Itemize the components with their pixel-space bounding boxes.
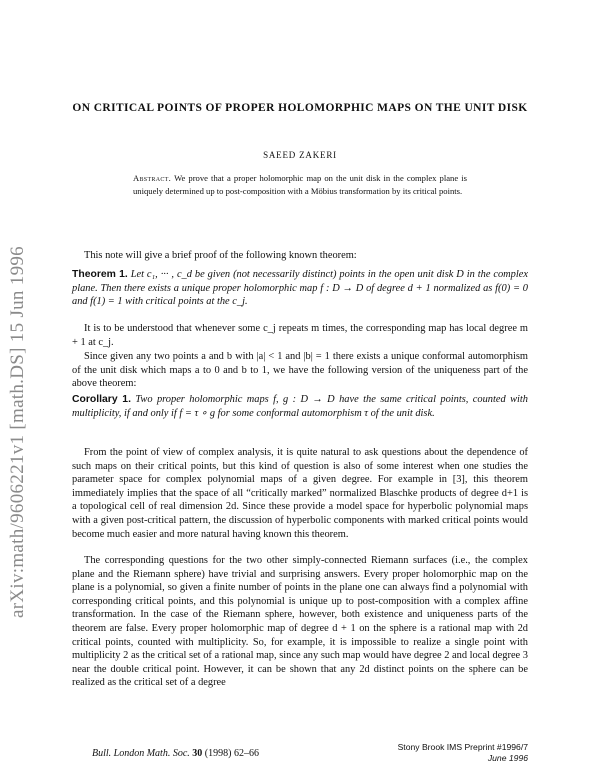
intro-text: This note will give a brief proof of the following known theorem: [84, 250, 357, 261]
theorem-1 [72, 268, 528, 309]
journal-name: Bull. London Math. Soc. [92, 748, 190, 759]
paper-title: ON CRITICAL POINTS OF PROPER HOLOMORPHIC MAPS ON THE UNIT DISK [72, 102, 528, 114]
journal-pages: (1998) 62–66 [204, 748, 259, 759]
paragraph-4 [72, 554, 528, 690]
abstract-label: Abstract. [133, 173, 172, 183]
abstract [133, 172, 467, 197]
theorem-1-head: Theorem 1. [72, 269, 128, 280]
paragraph-3 [72, 446, 528, 541]
corollary-1-head: Corollary 1. [72, 394, 131, 405]
paragraph-4-text: The corresponding questions for the two other simply-connected Riemann surfaces (i.e., the complex plane and the Riemann sphere) have trivial and surprising answers. Every proper holomorphic map on the plane is a polynomial, so given a finite number of points in the plane one can always find a polynomial with corresponding critical points, and this polynomial is unique up to post-composition with a complex affine transformation. In the case of the Riemann sphere, however, both existence and uniqueness parts of the theorem are false. Every proper holomorphic map of degree d + 1 on the sphere is a rational map with 2d critical points, counted with multiplicity. So, for example, it is impossible to realize a single point with multiplicity 2 as the critical set of a rational map, since any such map would have degree 2 and local degree 3 near the double critical point. However, it can be shown that any 2d distinct points on the sphere can be realized as the critical set of a degree [72, 555, 528, 689]
corollary-1-text: Two proper holomorphic maps f, g : D → D have the same critical points, counted with multiplicity, if and only if f = τ ∘ g for some conformal automorphism τ of the unit disk. [72, 394, 528, 419]
preprint-number: Stony Brook IMS Preprint #1996/7 [397, 742, 528, 752]
abstract-text: We prove that a proper holomorphic map on the unit disk in the complex plane is uniquely determined up to post-composition with a Möbius transformation by its critical points. [133, 173, 467, 196]
paragraph-3-text: From the point of view of complex analysis, it is quite natural to ask questions about the dependence of such maps on their critical points, but this kind of question is also of some interest when one studies the parameter space for complex polynomial maps of a given degree. For example in [3], this theorem immediately implies that the space of all “critically marked” normalized Blaschke products of degree d+1 is a topological cell of real dimension 2d. Since these provide a model space for hyperbolic polynomial maps with a given post-critical pattern, the discussion of hyperbolic components with marked critical points would become much easier and more natural having known this theorem. [72, 447, 528, 540]
author-name: SAEED ZAKERI [263, 150, 337, 160]
arxiv-stamp [4, 150, 34, 620]
theorem-1-text: Let c₁, ··· , c_d be given (not necessarily distinct) points in the open unit disk D in the complex plane. Then there exists a unique proper holomorphic map f : D → D of degree d + 1 normalized as f(0) = 0 and f(1) = 1 with critical points at the c_j. [72, 269, 528, 308]
paragraph-1 [72, 322, 528, 349]
preprint-info [398, 742, 528, 764]
paragraph-2-text: Since given any two points a and b with |a| < 1 and |b| = 1 there exists a unique conformal automorphism of the unit disk which maps a to 0 and b to 1, we have the following version of the uniqueness part of the above theorem: [72, 351, 528, 390]
preprint-date: June 1996 [487, 753, 528, 763]
journal-citation [92, 748, 259, 759]
paragraph-1-text: It is to be understood that whenever some c_j repeats m times, the corresponding map has local degree m + 1 at c_j. [72, 323, 528, 348]
arxiv-stamp-text: arXiv:math/9606221v1 [math.DS] 15 Jun 1996 [7, 246, 28, 618]
journal-volume: 30 [192, 748, 203, 759]
intro-paragraph [72, 249, 528, 263]
corollary-1 [72, 393, 528, 420]
paragraph-2 [72, 350, 528, 391]
